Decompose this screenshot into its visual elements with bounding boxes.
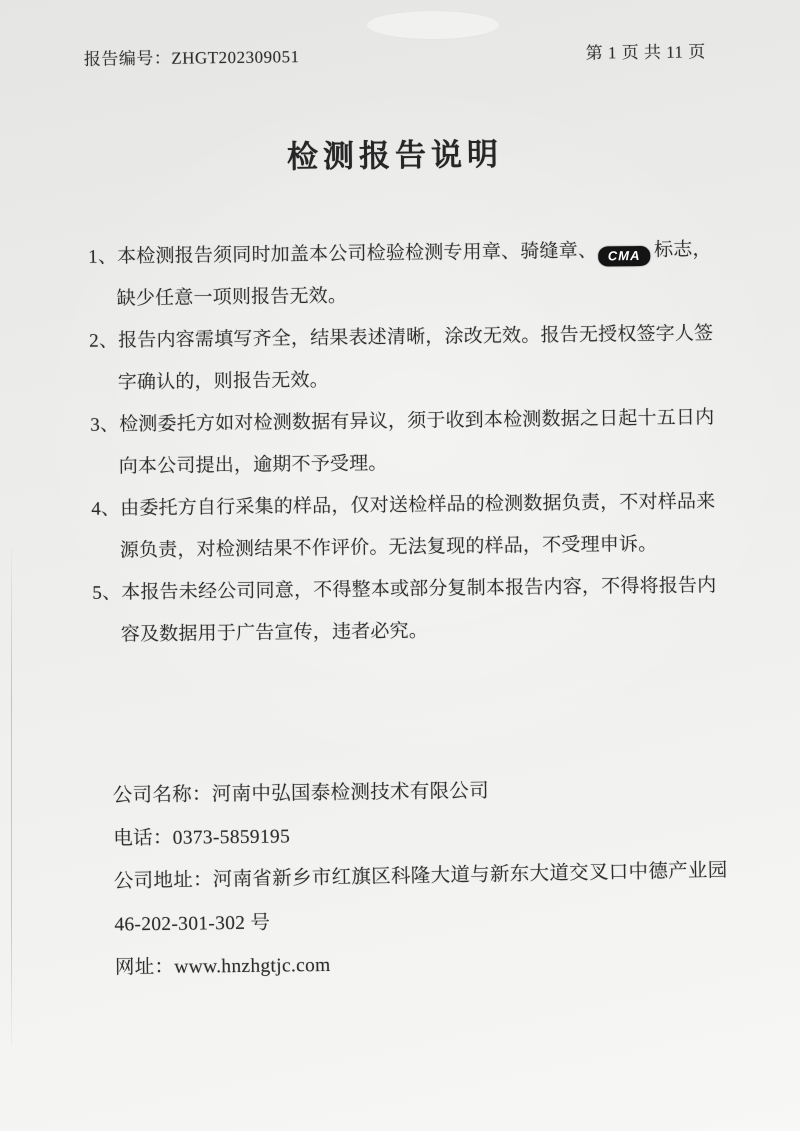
company-phone-line: 电话：0373-5859195 bbox=[113, 826, 291, 850]
page-header bbox=[84, 37, 706, 70]
note-item-5 bbox=[92, 565, 718, 657]
page-indicator: 第 1 页 共 11 页 bbox=[585, 42, 706, 63]
note-number: 3、 bbox=[90, 414, 120, 436]
report-number: 报告编号：ZHGT202309051 bbox=[83, 47, 300, 69]
note-item-4 bbox=[91, 481, 717, 573]
note-text: 本检测报告须同时加盖本公司检验检测专用章、骑缝章、 bbox=[116, 240, 598, 268]
note-number: 1、 bbox=[88, 246, 118, 268]
company-website-line: 网址：www.hnzhgtjc.com bbox=[114, 954, 331, 979]
note-item-3 bbox=[90, 397, 716, 489]
note-text: 检测委托方如对检测数据有异议，须于收到本检测数据之日起十五日内向本公司提出，逾期不予受理。 bbox=[118, 407, 715, 478]
note-number: 5、 bbox=[92, 582, 122, 604]
note-text: 标志，缺少任意一项则报告无效。 bbox=[116, 239, 712, 310]
note-text: 由委托方自行采集的样品，仅对送检样品的检测数据负责，不对样品来源负责，对检测结果不作评价。无法复现的样品，不受理申诉。 bbox=[119, 491, 716, 562]
note-number: 4、 bbox=[91, 498, 121, 520]
note-text: 报告内容需填写齐全，结果表述清晰，涂改无效。报告无授权签字人签字确认的，则报告无效。 bbox=[117, 323, 714, 394]
company-address-line-2: 46-202-301-302 号 bbox=[114, 912, 271, 936]
note-text: 本报告未经公司同意，不得整本或部分复制本报告内容，不得将报告内容及数据用于广告宣传，违者必究。 bbox=[120, 575, 717, 646]
notes-list bbox=[88, 229, 718, 657]
note-number: 2、 bbox=[89, 330, 119, 352]
company-name-line: 公司名称：河南中弘国泰检测技术有限公司 bbox=[112, 780, 490, 807]
company-address-line-1: 公司地址：河南省新乡市红旗区科隆大道与新东大道交叉口中德产业园 bbox=[113, 860, 728, 893]
note-item-2 bbox=[89, 313, 715, 405]
cma-mark-icon: CMA bbox=[598, 245, 650, 266]
note-item-1 bbox=[88, 229, 714, 321]
company-info-block bbox=[113, 766, 776, 989]
document-title: 检测报告说明 bbox=[286, 136, 504, 175]
